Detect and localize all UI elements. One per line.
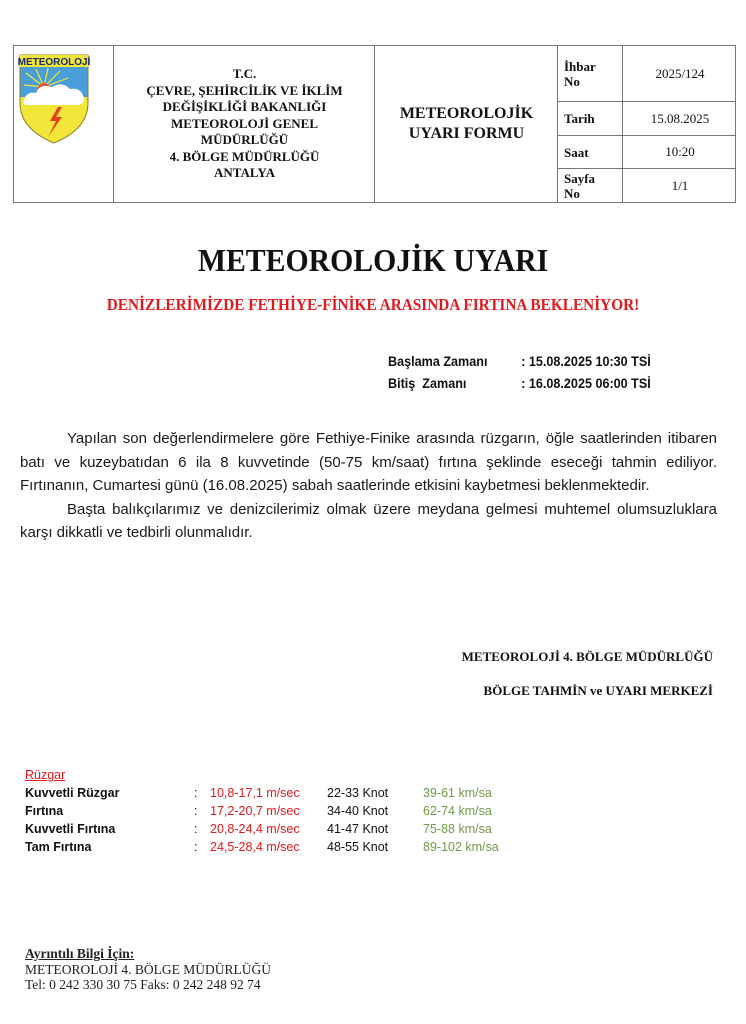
wind-scale-row: Kuvvetli Rüzgar : 10,8-17,1 m/sec 22-33 Knot 39-61 km/sa [25,786,492,800]
start-time-label: Başlama Zamanı [388,353,488,369]
org-line: MÜDÜRLÜĞÜ [200,132,289,148]
field-value-sayfa-no: 1/1 [671,177,689,193]
field-label-ihbar-no: İhbar No [564,58,596,89]
wind-category: Kuvvetli Rüzgar [25,786,120,800]
wind-knot: 22-33 Knot [327,786,389,800]
wind-scale-heading: Rüzgar [25,768,66,782]
field-label-saat: Saat [564,144,589,160]
form-title-line: METEOROLOJİK [399,105,534,122]
field-label-sayfa-no: Sayfa No [564,170,596,201]
wind-category: Tam Fırtına [25,840,92,854]
wind-ms: 10,8-17,1 m/sec [210,786,300,800]
field-value-ihbar-no: 2025/124 [655,65,705,81]
org-line: T.C. [232,66,257,82]
contact-heading: Ayrıntılı Bilgi İçin: [25,946,135,961]
wind-knot: 34-40 Knot [327,804,389,818]
wind-knot: 41-47 Knot [327,822,389,836]
org-line: ÇEVRE, ŞEHİRCİLİK VE İKLİM [146,82,343,98]
end-time-value: : 16.08.2025 06:00 TSİ [521,375,651,391]
body-paragraph: Yapılan son değerlendirmelere göre Fethiye-Finike arasında rüzgarın, öğle saatlerinden itibaren batı ve kuzeybatıdan 6 ila 8 kuvvetinde (50-75 km/saat) fırtına şeklinde eseceği tahmin ediliyor. Fırtınanın, Cumartesi günü (16.08.2025) sabah saatlerinde etkisini kaybetmesi beklenmektedir. [20,430,717,494]
signature-center: BÖLGE TAHMİN ve UYARI MERKEZİ [483,683,713,698]
page-title: METEOROLOJİK UYARI [197,242,549,278]
signature-office: METEOROLOJİ 4. BÖLGE MÜDÜRLÜĞÜ [461,649,713,664]
wind-scale-row: Fırtına : 17,2-20,7 m/sec 34-40 Knot 62-74 km/sa [25,804,492,818]
org-line: DEĞİŞİKLİĞİ BAKANLIĞI [162,99,327,115]
org-line: METEOROLOJİ GENEL [171,115,318,131]
wind-kmh: 62-74 km/sa [423,804,492,818]
wind-scale-row: Kuvvetli Fırtına : 20,8-24,4 m/sec 41-47 Knot 75-88 km/sa [25,822,492,836]
field-value-tarih: 15.08.2025 [650,110,710,126]
wind-kmh: 75-88 km/sa [423,822,492,836]
org-line: ANTALYA [214,165,275,181]
wind-category: Fırtına [25,804,64,818]
contact-info [25,946,271,993]
start-time-row [388,350,651,372]
wind-scale-row: Tam Fırtına : 24,5-28,4 m/sec 48-55 Knot 89-102 km/sa [25,840,499,854]
form-title [375,46,558,202]
wind-ms: 20,8-24,4 m/sec [210,822,300,836]
field-value-saat: 10:20 [665,144,695,159]
start-time-value: : 15.08.2025 10:30 TSİ [521,353,651,369]
meteoroloji-logo [18,53,90,145]
contact-org: METEOROLOJİ 4. BÖLGE MÜDÜRLÜĞÜ [25,961,271,977]
warning-headline: DENİZLERİMİZDE FETHİYE-FİNİKE ARASINDA FIRTINA BEKLENİYOR! [106,295,640,314]
warning-body [20,427,717,545]
wind-kmh: 39-61 km/sa [423,786,492,800]
end-time-label: Bitiş Zamanı [388,375,467,391]
svg-text:METEOROLOJİ: METEOROLOJİ [18,57,90,68]
validity-period [388,350,651,394]
wind-knot: 48-55 Knot [327,840,389,854]
contact-phone: Tel: 0 242 330 30 75 Faks: 0 242 248 92 74 [25,977,261,992]
wind-kmh: 89-102 km/sa [423,840,499,854]
org-line: 4. BÖLGE MÜDÜRLÜĞÜ [169,148,320,164]
wind-ms: 24,5-28,4 m/sec [210,840,300,854]
body-paragraph: Başta balıkçılarımız ve denizcilerimiz olmak üzere meydana gelmesi muhtemel olumsuzluklara karşı dikkatli ve tedbirli olunmalıdır. [20,500,717,541]
wind-ms: 17,2-20,7 m/sec [210,804,300,818]
organization-name [114,46,375,202]
field-label-tarih: Tarih [564,111,595,126]
form-title-line: UYARI FORMU [408,125,525,142]
wind-category: Kuvvetli Fırtına [25,822,116,836]
header-table [13,45,736,203]
end-time-row [388,372,651,394]
wind-scale-table [25,766,499,856]
